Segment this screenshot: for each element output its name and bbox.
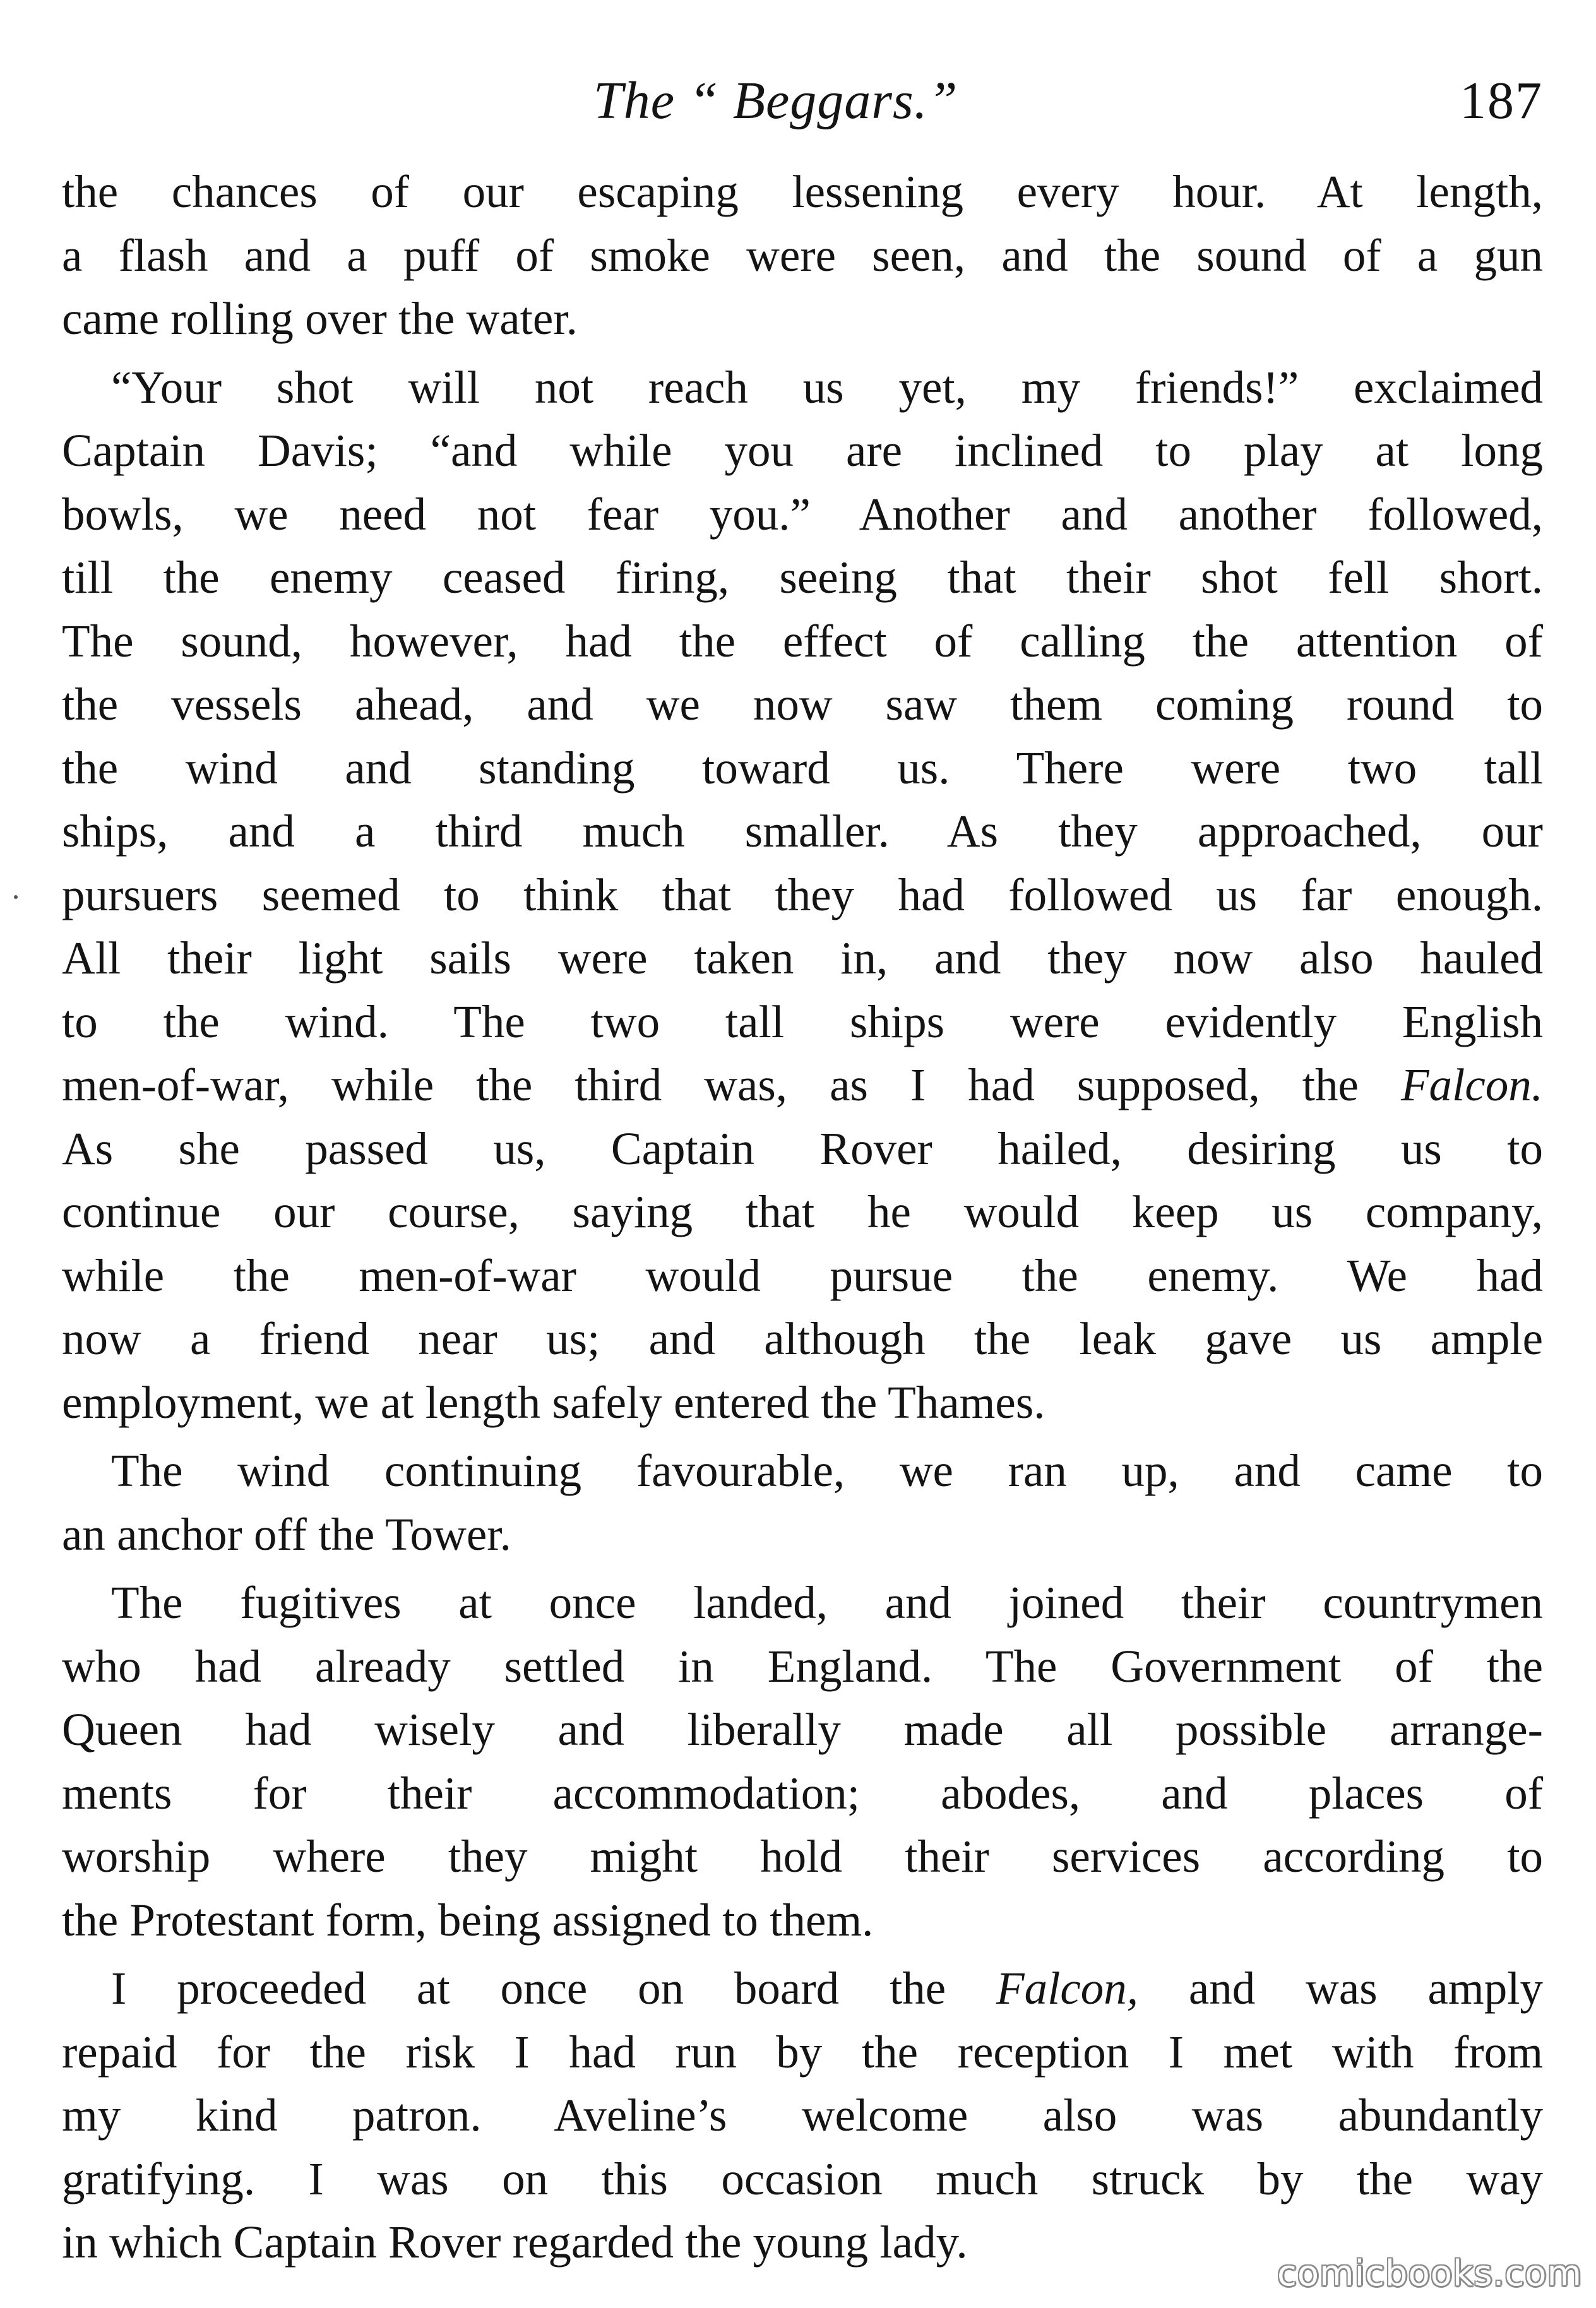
text-line: The fugitives at once landed, and joined their countrymen bbox=[111, 1577, 1543, 1628]
paragraph-1 bbox=[62, 160, 1543, 351]
text-line-with-ship-name bbox=[62, 1957, 1543, 2021]
text-line-with-ship-name bbox=[62, 1054, 1543, 1117]
paragraph-5 bbox=[62, 1957, 1543, 2275]
text-run: men-of-war, while the third was, as I had supposed, the bbox=[62, 1059, 1401, 1110]
text-line: my kind patron. Aveline’s welcome also was abundantly bbox=[62, 2090, 1543, 2141]
ship-name-falcon: Falcon. bbox=[1400, 1059, 1543, 1110]
text-line: bowls, we need not fear you.” Another and another followed, bbox=[62, 488, 1543, 540]
text-line: worship where they might hold their services according to bbox=[62, 1831, 1543, 1882]
text-line: ships, and a third much smaller. As they approached, our bbox=[62, 806, 1543, 857]
text-line: employment, we at length safely entered the Thames. bbox=[62, 1376, 1045, 1428]
paragraph-4 bbox=[62, 1571, 1543, 1952]
text-line: the vessels ahead, and we now saw them coming round to bbox=[62, 679, 1543, 730]
text-line: the Protestant form, being assigned to them. bbox=[62, 1894, 874, 1946]
text-line: continue our course, saying that he would keep us company, bbox=[62, 1186, 1543, 1237]
text-line: to the wind. The two tall ships were evidently English bbox=[62, 996, 1543, 1047]
text-run: and was amply bbox=[1138, 1963, 1543, 2014]
text-line: repaid for the risk I had run by the reception I met with from bbox=[62, 2026, 1543, 2078]
text-run: I proceeded at once on board the bbox=[111, 1963, 997, 2014]
text-line: “Your shot will not reach us yet, my friends!” exclaimed bbox=[111, 361, 1543, 413]
print-speck bbox=[14, 895, 18, 899]
text-line: ments for their accommodation; abodes, and places of bbox=[62, 1767, 1543, 1819]
text-line: All their light sails were taken in, and they now also hauled bbox=[62, 932, 1543, 984]
text-line: came rolling over the water. bbox=[62, 293, 578, 344]
text-line: now a friend near us; and although the leak gave us ample bbox=[62, 1313, 1543, 1364]
ship-name-falcon: Falcon, bbox=[996, 1963, 1139, 2014]
text-line: As she passed us, Captain Rover hailed, desiring us to bbox=[62, 1122, 1543, 1174]
paragraph-2 bbox=[62, 356, 1543, 1435]
paragraph-3 bbox=[62, 1439, 1543, 1566]
text-line: gratifying. I was on this occasion much struck by the way bbox=[62, 2153, 1543, 2204]
body-text bbox=[62, 160, 1543, 2280]
running-head bbox=[0, 63, 1596, 139]
watermark-logo: comicbooks.com bbox=[1277, 2253, 1582, 2294]
text-line: The wind continuing favourable, we ran up, and came to bbox=[111, 1445, 1543, 1496]
text-line: while the men-of-war would pursue the enemy. We had bbox=[62, 1249, 1543, 1301]
text-line: who had already settled in England. The Government of the bbox=[62, 1640, 1543, 1692]
text-line: pursuers seemed to think that they had followed us far enough. bbox=[62, 869, 1543, 920]
text-line: a flash and a puff of smoke were seen, and the sound of a gun bbox=[62, 229, 1543, 281]
page-number: 187 bbox=[1460, 71, 1543, 130]
text-line: Queen had wisely and liberally made all possible arrange- bbox=[62, 1704, 1543, 1755]
text-line: in which Captain Rover regarded the young lady. bbox=[62, 2216, 968, 2268]
text-line: till the enemy ceased firing, seeing that their shot fell short. bbox=[62, 552, 1543, 603]
text-line: the chances of our escaping lessening every hour. At length, bbox=[62, 166, 1543, 217]
text-line: The sound, however, had the effect of calling the attention of bbox=[62, 615, 1543, 667]
running-title: The “ Beggars.” bbox=[593, 71, 958, 130]
text-line: an anchor off the Tower. bbox=[62, 1508, 511, 1560]
text-line: Captain Davis; “and while you are inclined to play at long bbox=[62, 425, 1543, 476]
text-line: the wind and standing toward us. There were two tall bbox=[62, 742, 1543, 794]
